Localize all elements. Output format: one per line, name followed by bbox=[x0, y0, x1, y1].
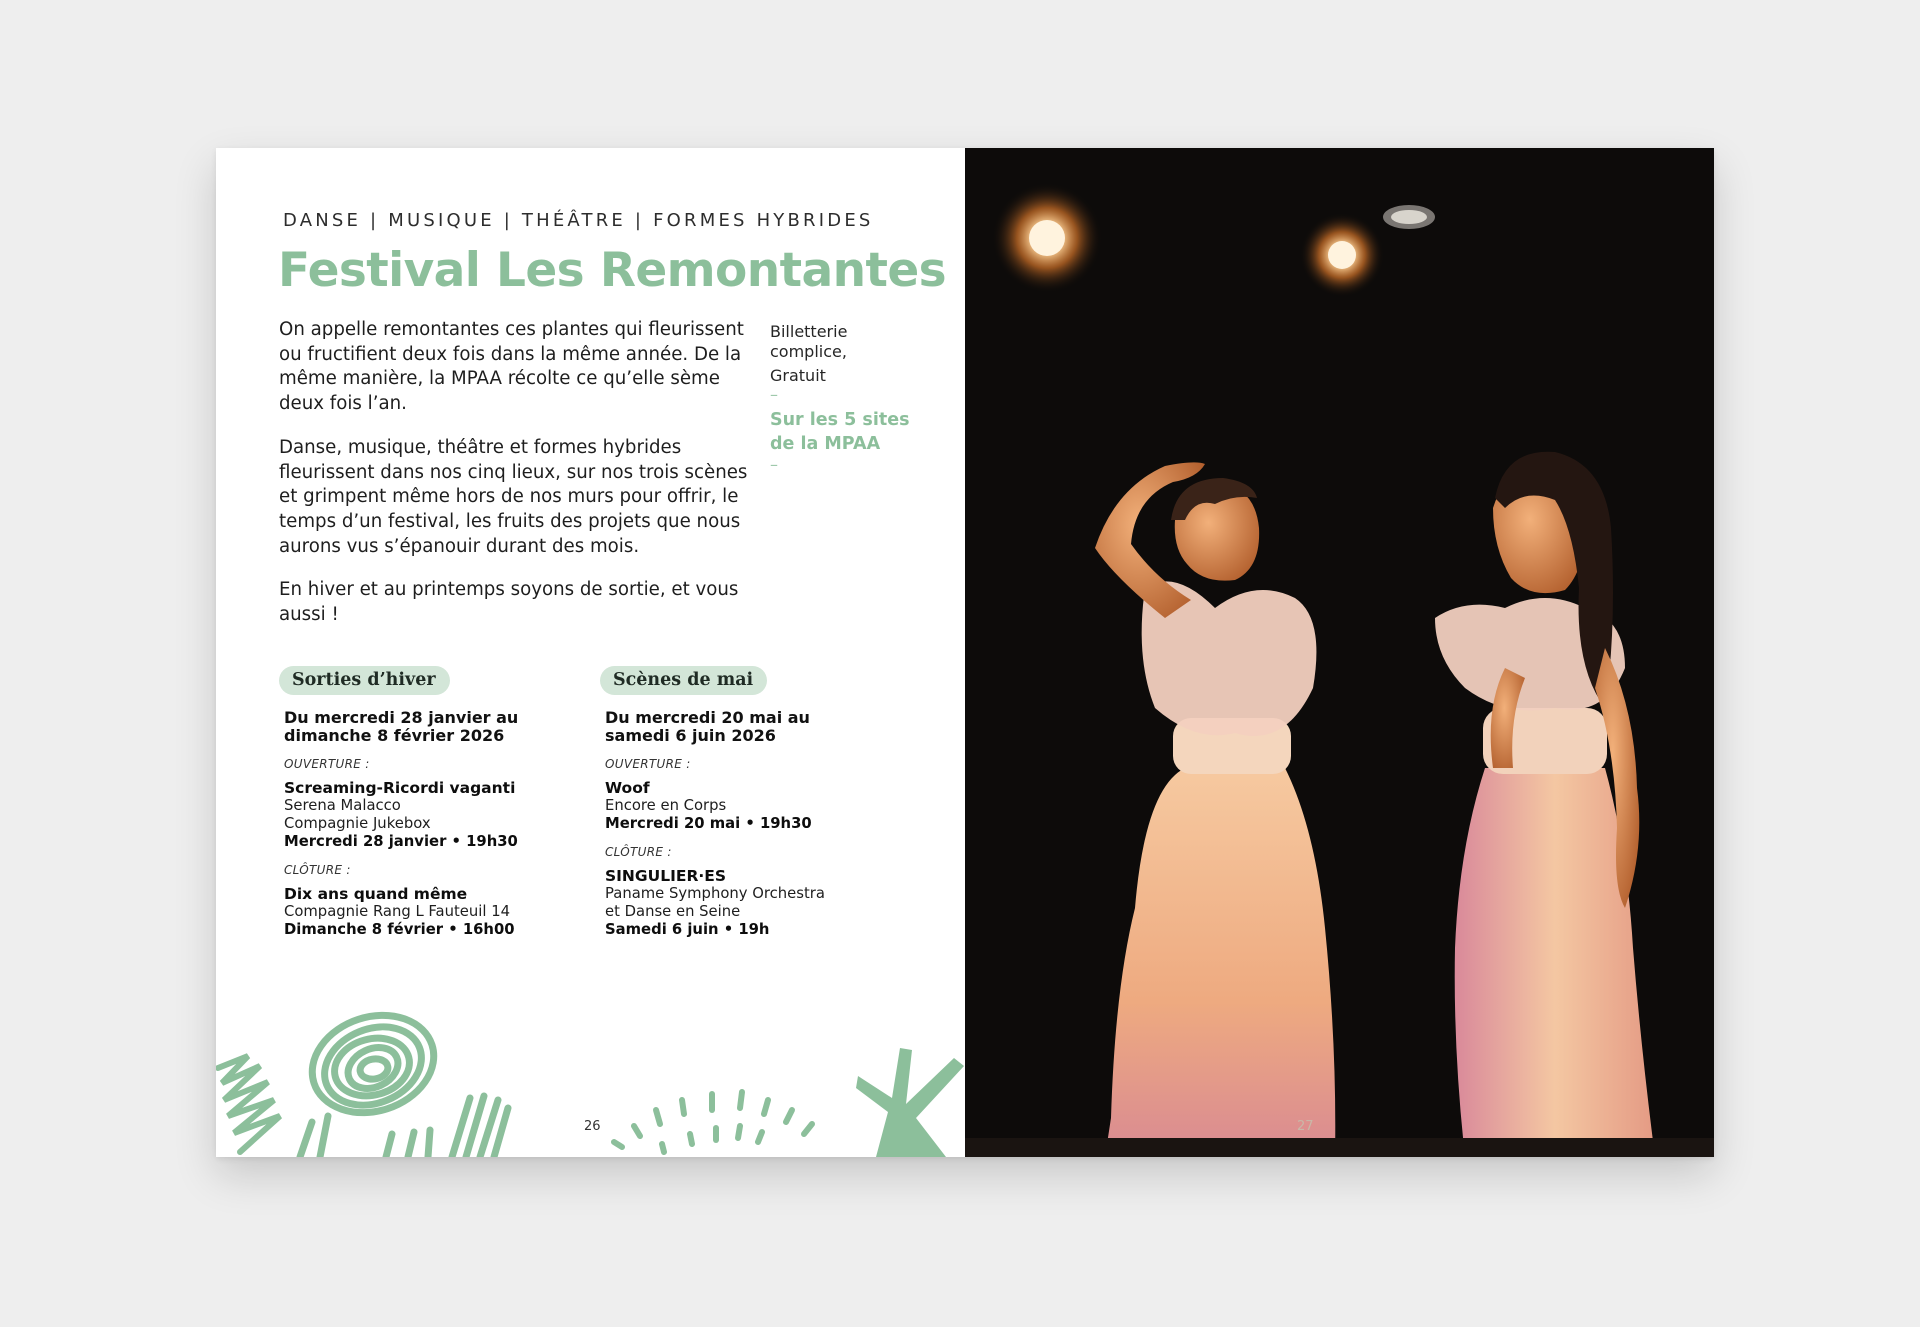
intro-text bbox=[279, 318, 749, 647]
event-datetime: Mercredi 20 mai • 19h30 bbox=[605, 815, 812, 832]
section-winter bbox=[279, 666, 519, 939]
event-name: Dix ans quand même bbox=[284, 885, 468, 903]
date-line: Du mercredi 20 mai au bbox=[605, 708, 810, 727]
divider-dash: – bbox=[770, 455, 778, 474]
opening-label: OUVERTURE : bbox=[605, 757, 691, 771]
page-number-left: 26 bbox=[584, 1119, 601, 1134]
ticketing-info bbox=[770, 322, 920, 478]
date-line: Du mercredi 28 janvier au bbox=[284, 708, 519, 727]
date-line: samedi 6 juin 2026 bbox=[605, 726, 776, 745]
festival-title: Festival Les Remontantes bbox=[278, 243, 946, 298]
event-detail: Paname Symphony Orchestra bbox=[605, 885, 825, 902]
event-name: SINGULIER·ES bbox=[605, 867, 727, 885]
section-dates bbox=[284, 709, 519, 745]
left-page bbox=[216, 148, 965, 1157]
ticketing-label: Billetterie complice, bbox=[770, 322, 848, 361]
closing-event bbox=[605, 867, 840, 939]
intro-paragraph: On appelle remontantes ces plantes qui fleurissent ou fructifient deux fois dans la même année. De la même manière, la MPAA récolte ce qu’elle sème deux fois l’an. bbox=[279, 319, 744, 415]
date-line: dimanche 8 février 2026 bbox=[284, 726, 505, 745]
event-detail: Serena Malacco bbox=[284, 797, 401, 814]
event-datetime: Mercredi 28 janvier • 19h30 bbox=[284, 833, 518, 850]
category-kicker: DANSE | MUSIQUE | THÉÂTRE | FORMES HYBRIDES bbox=[283, 210, 874, 231]
section-dates bbox=[605, 709, 840, 745]
divider-dash: – bbox=[770, 385, 778, 404]
botanical-decoration-icon bbox=[216, 148, 965, 1157]
event-datetime: Samedi 6 juin • 19h bbox=[605, 921, 770, 938]
opening-event bbox=[605, 779, 840, 833]
event-name: Screaming-Ricordi vaganti bbox=[284, 779, 516, 797]
venues-label: Sur les 5 sites de la MPAA bbox=[770, 410, 910, 454]
closing-label: CLÔTURE : bbox=[605, 845, 672, 859]
event-name: Woof bbox=[605, 779, 650, 797]
event-detail: et Danse en Seine bbox=[605, 903, 741, 920]
closing-label: CLÔTURE : bbox=[284, 863, 351, 877]
intro-paragraph: En hiver et au printemps soyons de sortie, et vous aussi ! bbox=[279, 579, 739, 626]
right-page-photo bbox=[965, 148, 1714, 1157]
page-number-right: 27 bbox=[1297, 1119, 1314, 1134]
opening-label: OUVERTURE : bbox=[284, 757, 370, 771]
section-heading-pill: Sorties d’hiver bbox=[279, 666, 450, 695]
price-label: Gratuit bbox=[770, 366, 826, 385]
event-datetime: Dimanche 8 février • 16h00 bbox=[284, 921, 515, 938]
event-detail: Compagnie Rang L Fauteuil 14 bbox=[284, 903, 511, 920]
stage-photo-icon bbox=[965, 148, 1714, 1157]
intro-paragraph: Danse, musique, théâtre et formes hybrides fleurissent dans nos cinq lieux, sur nos trois scènes et grimpent même hors de nos murs pour offrir, le temps d’un festival, les fruits des projets que nous aurons vus s’épanouir durant des mois. bbox=[279, 436, 748, 557]
section-may bbox=[600, 666, 840, 939]
section-heading-pill: Scènes de mai bbox=[600, 666, 767, 695]
event-detail: Compagnie Jukebox bbox=[284, 815, 431, 832]
opening-event bbox=[284, 779, 519, 851]
event-detail: Encore en Corps bbox=[605, 797, 727, 814]
brochure-spread bbox=[216, 148, 1714, 1157]
closing-event bbox=[284, 885, 519, 939]
